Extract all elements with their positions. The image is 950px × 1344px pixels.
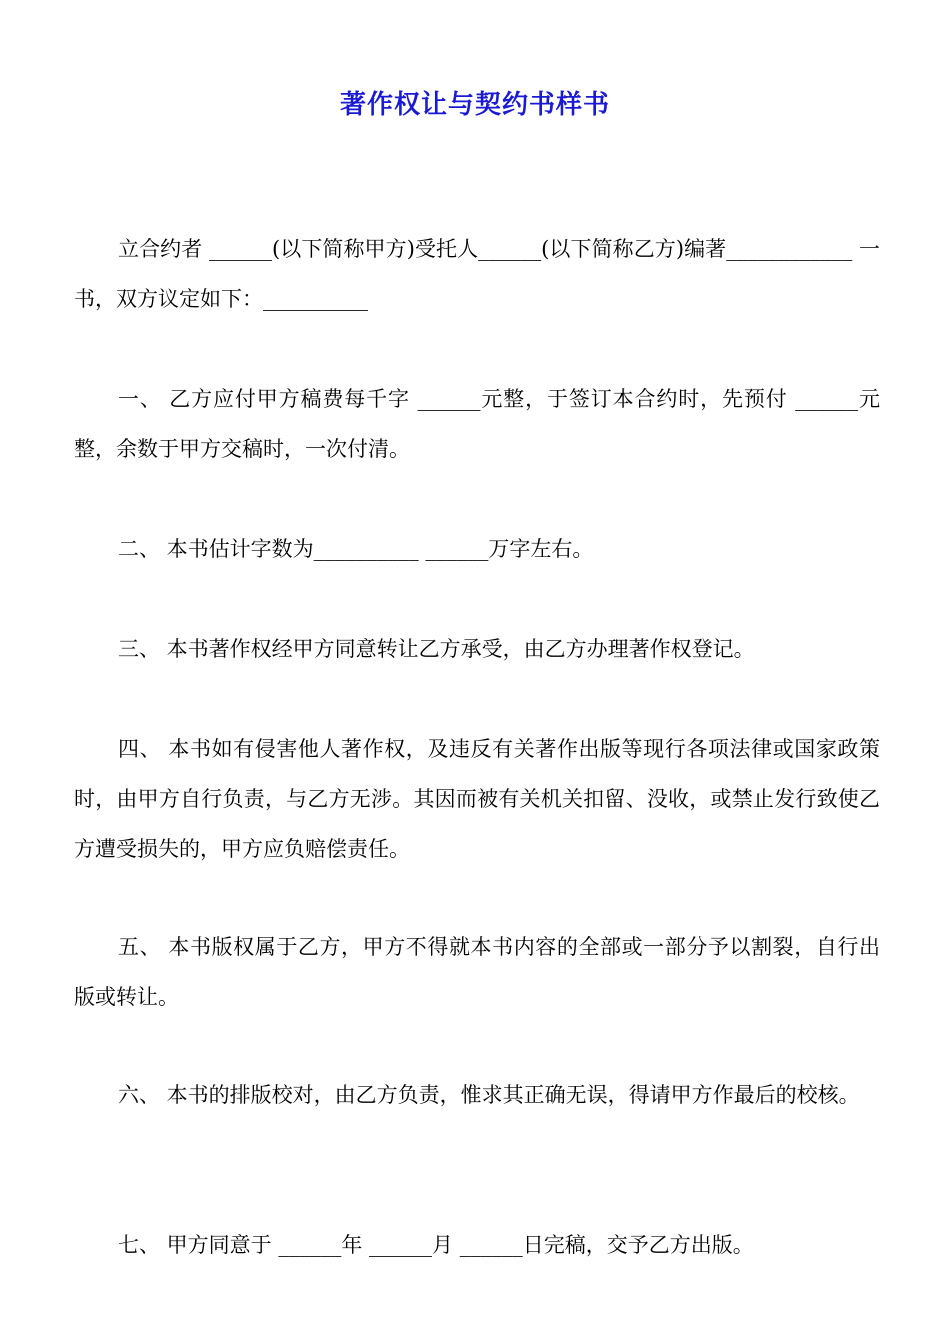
document-title: 著作权让与契约书样书	[339, 90, 610, 120]
paragraph-text: 七、 甲方同意于 ______年 ______月 ______日完稿，交予乙方出版。	[118, 1233, 754, 1257]
paragraph-text: 四、 本书如有侵害他人著作权，及违反有关著作出版等现行各项法律或国家政策时，由甲方自行负责，与乙方无涉。其因而被有关机关扣留、没收，或禁止发行致使乙方遭受损失的，甲方应负赔偿责任。	[74, 737, 880, 861]
paragraph-clause-7	[74, 1220, 880, 1270]
paragraph-clause-6	[74, 1070, 880, 1120]
paragraph-text: 一、 乙方应付甲方稿费每千字 ______元整，于签订本合约时，先预付 ______元整，余数于甲方交稿时，一次付清。	[74, 387, 880, 461]
paragraph-text: 五、 本书版权属于乙方，甲方不得就本书内容的全部或一部分予以割裂，自行出版或转让。	[74, 935, 880, 1009]
paragraph-clause-2	[74, 524, 880, 574]
paragraph-text: 立合约者 ______(以下简称甲方)受托人______(以下简称乙方)编著____________ 一书，双方议定如下：__________	[74, 237, 880, 311]
paragraph-clause-4	[74, 724, 880, 874]
paragraph-clause-1	[74, 374, 880, 474]
paragraph-text: 三、 本书著作权经甲方同意转让乙方承受，由乙方办理著作权登记。	[118, 637, 755, 661]
paragraph-preamble	[74, 224, 880, 324]
paragraph-clause-5	[74, 922, 880, 1022]
paragraph-text: 六、 本书的排版校对，由乙方负责，惟求其正确无误，得请甲方作最后的校核。	[118, 1083, 860, 1107]
paragraph-text: 二、 本书估计字数为__________ ______万字左右。	[118, 537, 594, 561]
paragraph-clause-3	[74, 624, 880, 674]
